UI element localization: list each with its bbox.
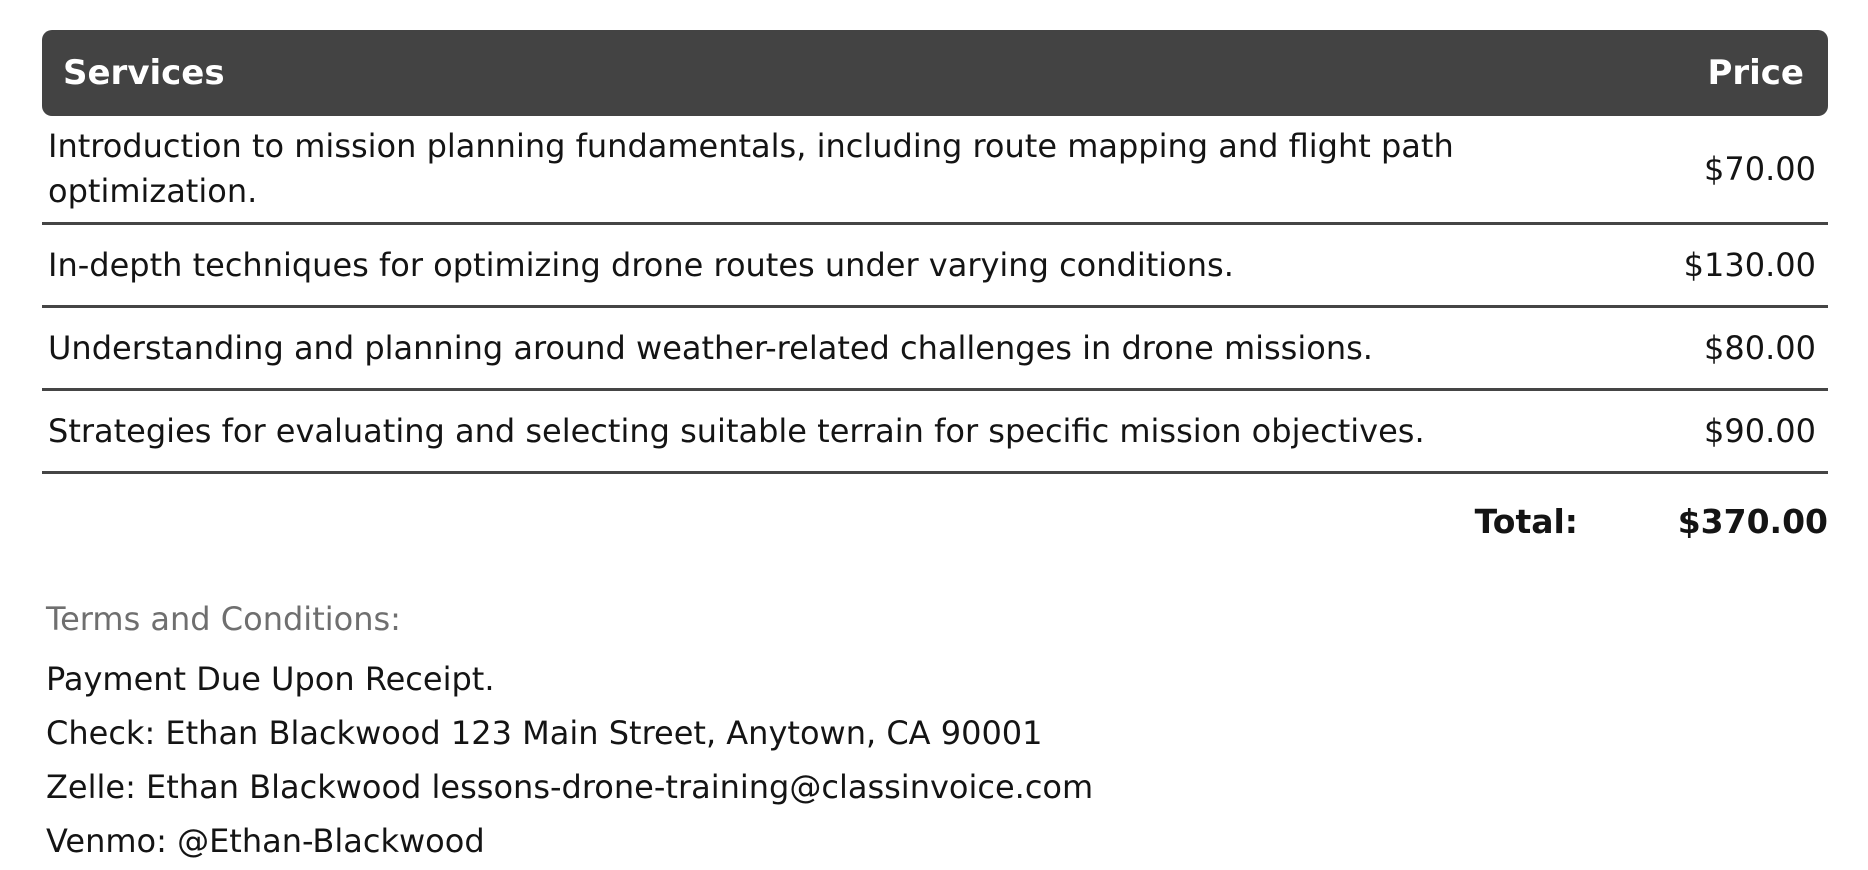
table-row [42, 116, 1828, 225]
table-row [42, 308, 1828, 391]
service-description: Introduction to mission planning fundamentals, including route mapping and flight path optimization. [48, 127, 1454, 210]
total-value: $370.00 [1677, 502, 1828, 541]
service-description: Understanding and planning around weather-related challenges in drone missions. [48, 328, 1373, 367]
total-label: Total: [1474, 502, 1578, 541]
service-price: $130.00 [1683, 245, 1816, 284]
service-price: $70.00 [1704, 149, 1816, 188]
services-column-header: Services [63, 53, 225, 93]
terms-and-conditions-section [46, 597, 1828, 868]
service-description: In-depth techniques for optimizing drone routes under varying conditions. [48, 245, 1234, 284]
venmo-payment-line: Venmo: @Ethan-Blackwood [46, 822, 485, 860]
payment-due-line: Payment Due Upon Receipt. [46, 660, 495, 698]
service-price: $90.00 [1704, 411, 1816, 450]
invoice-document [42, 30, 1828, 868]
services-table-header [42, 30, 1828, 116]
service-description: Strategies for evaluating and selecting suitable terrain for specific mission objectives. [48, 411, 1425, 450]
service-price: $80.00 [1704, 328, 1816, 367]
table-row [42, 391, 1828, 474]
terms-heading: Terms and Conditions: [46, 600, 401, 638]
total-row [42, 474, 1828, 541]
zelle-payment-line: Zelle: Ethan Blackwood lessons-drone-training@classinvoice.com [46, 768, 1094, 806]
table-row [42, 225, 1828, 308]
price-column-header: Price [1707, 53, 1804, 93]
check-payment-line: Check: Ethan Blackwood 123 Main Street, Anytown, CA 90001 [46, 714, 1043, 752]
